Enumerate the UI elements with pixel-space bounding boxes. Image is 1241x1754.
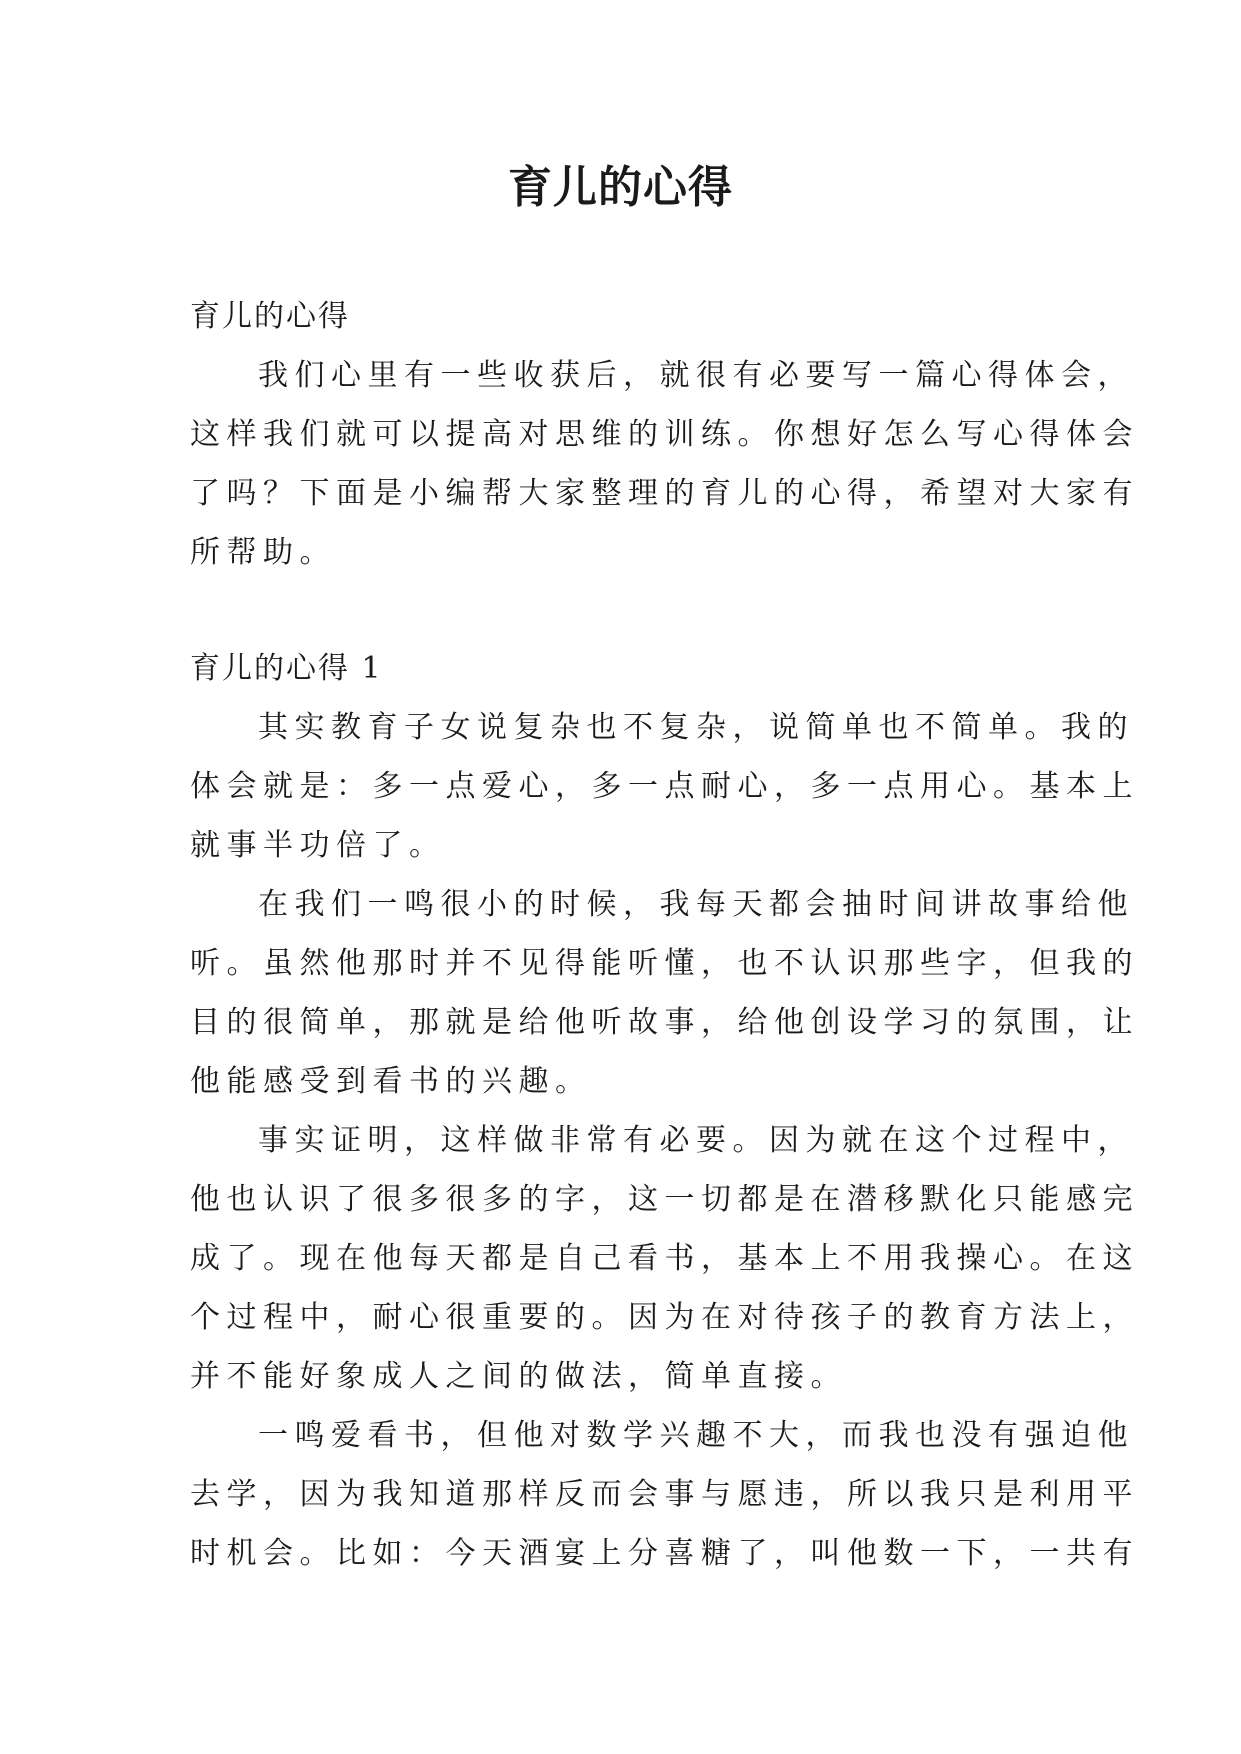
paragraph [190, 1406, 1139, 1583]
paragraph-line: 事实证明，这样做非常有必要。因为就在这个过程中， [258, 1123, 1134, 1158]
paragraph-line: 时机会。比如：今天酒宴上分喜糖了，叫他数一下，一共有 [190, 1536, 1139, 1571]
document-body [190, 287, 1139, 1583]
paragraph-line: 他也认识了很多很多的字，这一切都是在潜移默化只能感完 [190, 1182, 1139, 1217]
paragraph-line: 一鸣爱看书，但他对数学兴趣不大，而我也没有强迫他 [258, 1418, 1134, 1453]
paragraph-line: 去学，因为我知道那样反而会事与愿违，所以我只是利用平 [190, 1477, 1139, 1512]
paragraph [190, 1111, 1139, 1406]
paragraph-line: 体会就是：多一点爱心，多一点耐心，多一点用心。基本上 [190, 769, 1139, 804]
paragraph-line: 我们心里有一些收获后，就很有必要写一篇心得体会， [258, 358, 1134, 393]
document-title: 育儿的心得 [508, 162, 733, 213]
paragraph-line: 所帮助。 [190, 535, 336, 570]
paragraph-line: 了吗？下面是小编帮大家整理的育儿的心得，希望对大家有 [190, 476, 1139, 511]
paragraph-line: 他能感受到看书的兴趣。 [190, 1064, 592, 1099]
paragraph-line: 就事半功倍了。 [190, 828, 446, 863]
section-spacer [190, 582, 1050, 639]
paragraph-line: 个过程中，耐心很重要的。因为在对待孩子的教育方法上， [190, 1300, 1139, 1335]
paragraph-line: 目的很简单，那就是给他听故事，给他创设学习的氛围，让 [190, 1005, 1139, 1040]
paragraph-line: 听。虽然他那时并不见得能听懂，也不认识那些字，但我的 [190, 946, 1139, 981]
intro-heading: 育儿的心得 [190, 299, 350, 334]
paragraph-line: 并不能好象成人之间的做法，简单直接。 [190, 1359, 847, 1394]
paragraph [190, 698, 1139, 875]
paragraph-line: 这样我们就可以提高对思维的训练。你想好怎么写心得体会 [190, 417, 1139, 452]
intro-paragraph [190, 346, 1139, 582]
paragraph [190, 875, 1139, 1111]
paragraph-line: 其实教育子女说复杂也不复杂，说简单也不简单。我的 [258, 710, 1134, 745]
section-heading: 育儿的心得 1 [190, 651, 383, 686]
paragraph-line: 在我们一鸣很小的时候，我每天都会抽时间讲故事给他 [258, 887, 1134, 922]
paragraph-line: 成了。现在他每天都是自己看书，基本上不用我操心。在这 [190, 1241, 1139, 1276]
